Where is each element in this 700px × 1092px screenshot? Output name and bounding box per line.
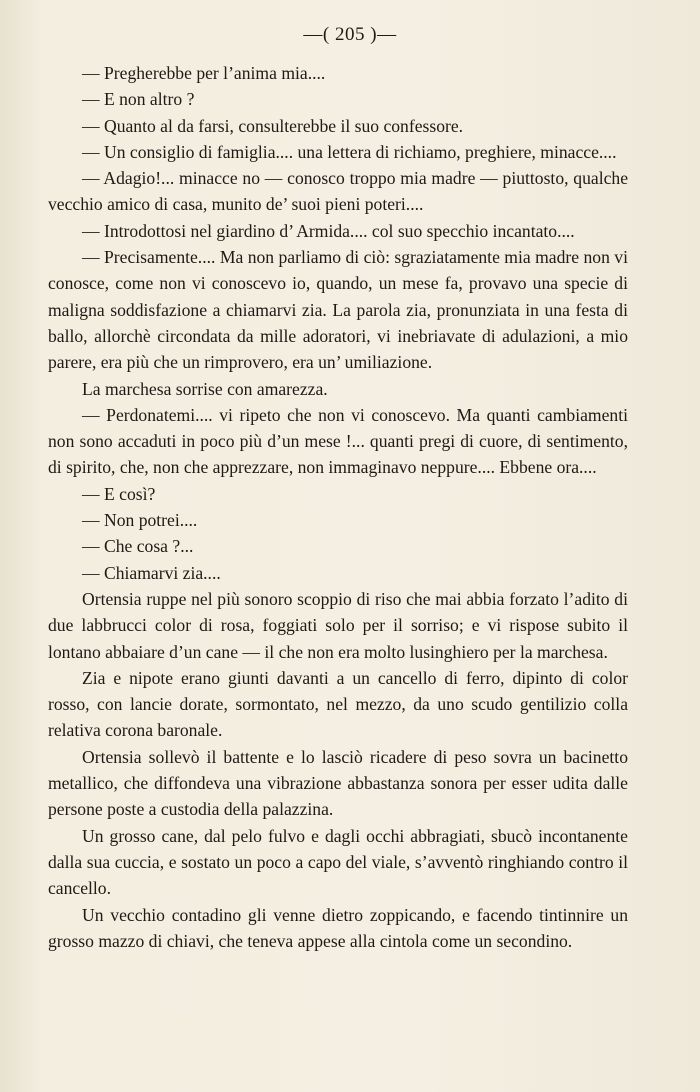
paragraph: — Quanto al da farsi, consulterebbe il suo confessore.	[82, 115, 464, 136]
page-number-header: —( 205 )—	[303, 24, 397, 45]
paragraph: — E non altro ?	[82, 89, 195, 110]
paragraph: — Precisamente.... Ma non parliamo di ciò: sgraziatamente mia madre non vi conosce, come non vi conoscevo io, quando, un mese fa, provavo una specie di maligna soddisfazione a chiamarvi zia. La parola zia, pronunziata in una festa di ballo, allorchè circondata da mille adoratori, vi inebriavate di adulazioni, a mio parere, era più che un rimprovero, era un’ umiliazione.	[48, 247, 628, 373]
paragraph: — Non potrei....	[82, 510, 198, 531]
paragraph: Un grosso cane, dal pelo fulvo e dagli occhi abbragiati, sbucò incontanente dalla sua cuccia, e sostato un poco a capo del viale, s’avventò ringhiando contro il cancello.	[48, 825, 628, 899]
paragraph: — Chiamarvi zia....	[82, 562, 221, 583]
paragraph: Ortensia ruppe nel più sonoro scoppio di riso che mai abbia forzato l’adito di due labbrucci color di rosa, foggiati solo per il sorriso; e vi rispose subito il lontano abbaiare d’un cane — il che non era molto lusinghiero per la marchesa.	[48, 588, 628, 662]
paragraph: — Che cosa ?...	[82, 536, 194, 557]
paragraph: — Un consiglio di famiglia.... una lettera di richiamo, preghiere, minacce....	[82, 141, 617, 162]
paragraph: La marchesa sorrise con amarezza.	[82, 378, 328, 399]
paragraph: — E così?	[82, 483, 156, 504]
paragraph: — Pregherebbe per l’anima mia....	[82, 63, 326, 83]
paragraph: — Introdottosi nel giardino d’ Armida.... col suo specchio incantato....	[82, 220, 575, 241]
page-body-text	[48, 60, 628, 954]
paragraph: Ortensia sollevò il battente e lo lasciò ricadere di peso sovra un bacinetto metallico, che diffondeva una vibrazione abbastanza sonora per esser udita dalle persone poste a custodia della palazzina.	[48, 746, 628, 820]
paragraph: Un vecchio contadino gli venne dietro zoppicando, e facendo tintinnire un grosso mazzo di chiavi, che teneva appese alla cintola come un secondino.	[48, 904, 628, 951]
paragraph: — Adagio!... minacce no — conosco troppo mia madre — piuttosto, qualche vecchio amico di casa, munito de’ suoi pieni poteri....	[48, 168, 628, 215]
paragraph: — Perdonatemi.... vi ripeto che non vi conoscevo. Ma quanti cambiamenti non sono accaduti in poco più d’un mese !... quanti pregi di cuore, di sentimento, di spirito, che, non che apprezzare, non immaginavo neppure.... Ebbene ora....	[48, 404, 628, 478]
paragraph: Zia e nipote erano giunti davanti a un cancello di ferro, dipinto di color rosso, con lancie dorate, sormontato, nel mezzo, da uno scudo gentilizio colla relativa corona baronale.	[48, 667, 628, 741]
